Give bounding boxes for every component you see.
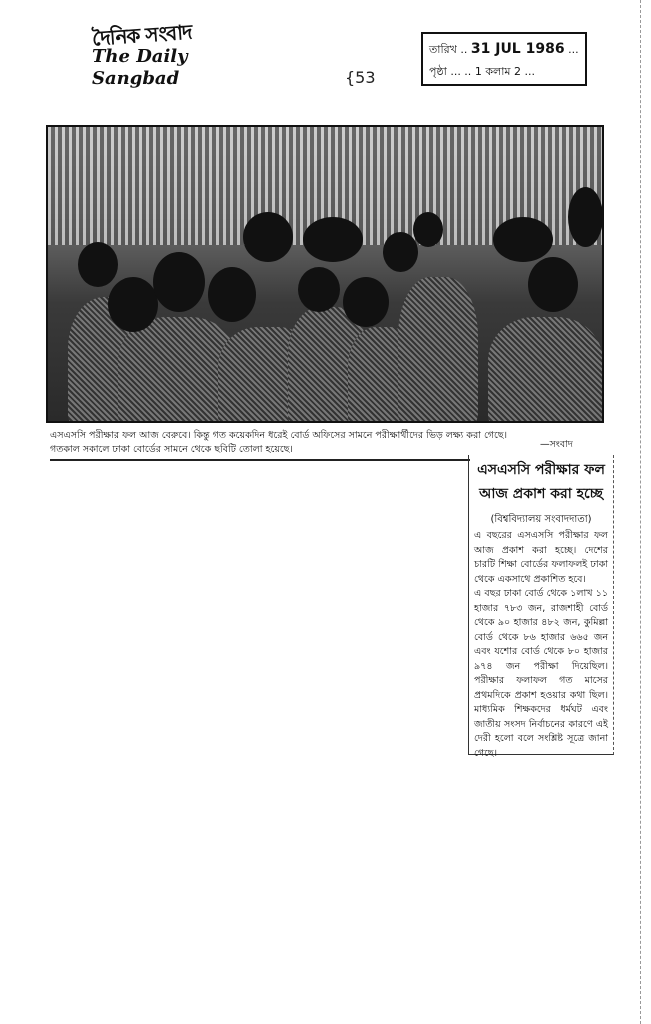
column-value: 2 [514,65,522,78]
head [243,212,293,262]
news-photo-crowd [46,125,604,423]
head [108,277,158,332]
column-label: কলাম [485,65,511,78]
article-headline: এসএসসি পরীক্ষার ফল আজ প্রকাশ করা হচ্ছে [477,462,605,502]
head [493,217,553,262]
head [298,267,340,312]
person [488,317,603,423]
article-paragraph-1: এ বছরের এসএসসি পরীক্ষার ফল আজ প্রকাশ করা হচ্ছে। দেশের চারটি শিক্ষা বোর্ডের ফলাফলই ঢাকা থেকে একসাথে প্রকাশিত হবে। [474,530,608,585]
person [398,277,478,423]
date-value: 31 JUL 1986 [470,41,565,57]
scan-edge [640,0,642,1024]
caption-line-2: গতকাল সকালে ঢাকা বোর্ডের সামনে থেকে ছবিটি তোলা হয়েছে। [50,444,293,455]
head [153,252,205,312]
head [303,217,363,262]
head [568,187,603,247]
head [78,242,118,287]
date-stamp: তারিখ .. 31 JUL 1986 ... পৃষ্ঠা ... .. 1 কলাম 2 ... [421,32,587,86]
article-byline: (বিশ্ববিদ্যালয় সংবাদদাতা) [490,514,592,525]
masthead-bengali: দৈনিক সংবাদ [91,19,193,51]
divider [50,459,470,461]
masthead-english: The Daily Sangbad [92,46,188,89]
newspaper-masthead [91,19,252,89]
date-label: তারিখ [429,43,457,56]
head [343,277,389,327]
page-value: 1 [474,65,482,78]
folio-number: {53 [345,68,376,87]
photo-credit: —সংবাদ [540,439,573,450]
head [383,232,418,272]
photo-caption [50,429,610,457]
head [528,257,578,312]
article-paragraph-2: এ বছর ঢাকা বোর্ড থেকে ১লাখ ১১ হাজার ৭৮৩ জন, রাজশাহী বোর্ড থেকে ৯০ হাজার ৪৮২ জন, কুমিল্লা বোর্ড থেকে ৮৬ হাজার ৬৬৫ জন এবং যশোর বোর্ড থেকে ৮০ হাজার ৯৭৪ জন পরীক্ষা দিয়েছিল। পরীক্ষার ফলাফল গত মাসের প্রথমদিকে প্রকাশ হওয়ার কথা ছিল। মাধ্যমিক শিক্ষকদের ধর্মঘট এবং জাতীয় সংসদ নির্বাচনের কারণে এই দেরী হলো বলে সংশ্লিষ্ট সূত্রে জানা গেছে। [474,588,608,759]
news-article [468,455,614,759]
caption-line-1: এসএসসি পরীক্ষার ফল আজ বেরুবে। কিন্তু গত কয়েকদিন ধরেই বোর্ড অফিসের সামনে পরীক্ষার্থীদের ভিড় লক্ষ্য করা গেছে। [50,430,508,441]
head [413,212,443,247]
page-label: পৃষ্ঠা [429,65,447,78]
head [208,267,256,322]
